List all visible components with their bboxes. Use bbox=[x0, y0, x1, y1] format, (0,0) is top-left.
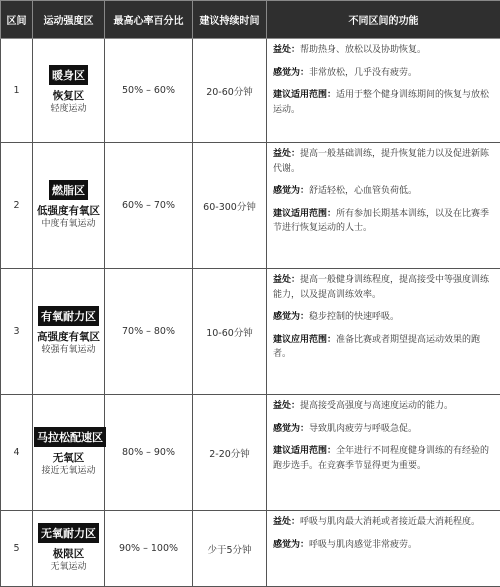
function-feeling: 感觉为：稳步控制的快速呼吸。 bbox=[273, 312, 400, 322]
zone-number: 4 bbox=[1, 395, 33, 511]
header-zone-number: 区间 bbox=[1, 1, 33, 39]
zone-subtitle: 接近无氧运动 bbox=[41, 466, 96, 476]
zone-cell bbox=[33, 143, 105, 269]
function-scope: 建议应用范围：准备比赛或者期望提高运动效果的跑者。 bbox=[273, 334, 481, 359]
duration: 10-60分钟 bbox=[193, 269, 267, 395]
table-row bbox=[1, 395, 500, 511]
zone-name: 高强度有氧区 bbox=[37, 331, 100, 343]
function-benefit: 益处：提高一般健身训练程度，提高接受中等强度训练能力，以及提高训练效率。 bbox=[273, 275, 490, 300]
table-header-row bbox=[1, 1, 500, 39]
function-feeling: 感觉为：呼吸与肌肉感觉非常疲劳。 bbox=[273, 539, 418, 550]
table-row bbox=[1, 143, 500, 269]
zone-tag: 燃脂区 bbox=[49, 180, 88, 200]
zone-name: 无氧区 bbox=[52, 452, 85, 464]
zone-number: 3 bbox=[1, 269, 33, 395]
functions-cell bbox=[267, 511, 500, 587]
zone-cell bbox=[33, 395, 105, 511]
function-feeling: 感觉为：舒适轻松，心血管负荷低。 bbox=[273, 186, 418, 196]
function-scope: 建议适用范围：所有参加长期基本训练，以及在比赛季节进行恢复运动的人士。 bbox=[273, 208, 490, 233]
max-hr-percent: 70% – 80% bbox=[105, 269, 193, 395]
table-row bbox=[1, 39, 500, 143]
max-hr-percent: 60% – 70% bbox=[105, 143, 193, 269]
header-duration: 建议持续时间 bbox=[193, 1, 267, 39]
functions-cell bbox=[267, 395, 500, 511]
table-row bbox=[1, 269, 500, 395]
header-max-hr-percent: 最高心率百分比 bbox=[105, 1, 193, 39]
function-scope: 建议适用范围：全年进行不同程度健身训练的有经验的跑步选手。在竞赛季节显得更为重要。 bbox=[273, 446, 490, 471]
max-hr-percent: 80% – 90% bbox=[105, 395, 193, 511]
zone-name: 低强度有氧区 bbox=[37, 205, 100, 217]
zone-number: 1 bbox=[1, 39, 33, 143]
duration: 60-300分钟 bbox=[193, 143, 267, 269]
function-scope: 建议适用范围：适用于整个健身训练期间的恢复与放松运动。 bbox=[273, 90, 490, 115]
duration: 20-60分钟 bbox=[193, 39, 267, 143]
zone-subtitle: 轻度运动 bbox=[50, 104, 87, 114]
zone-subtitle: 较强有氧运动 bbox=[41, 345, 96, 355]
duration: 少于5分钟 bbox=[193, 511, 267, 587]
functions-cell bbox=[267, 143, 500, 269]
zone-number: 5 bbox=[1, 511, 33, 587]
function-benefit: 益处：帮助热身、放松以及协助恢复。 bbox=[273, 45, 427, 55]
function-benefit: 益处：提高接受高强度与高速度运动的能力。 bbox=[273, 401, 454, 411]
zone-cell bbox=[33, 269, 105, 395]
max-hr-percent: 90% – 100% bbox=[105, 511, 193, 587]
zone-cell bbox=[33, 39, 105, 143]
zone-subtitle: 中度有氧运动 bbox=[41, 219, 96, 229]
table-row bbox=[1, 511, 500, 587]
max-hr-percent: 50% – 60% bbox=[105, 39, 193, 143]
zone-name: 极限区 bbox=[52, 548, 85, 560]
function-feeling: 感觉为：非常放松，几乎没有疲劳。 bbox=[273, 67, 418, 78]
zone-tag: 马拉松配速区 bbox=[34, 427, 106, 447]
zone-tag: 暖身区 bbox=[49, 65, 88, 85]
zone-subtitle: 无氧运动 bbox=[50, 562, 87, 572]
duration: 2-20分钟 bbox=[193, 395, 267, 511]
function-benefit: 益处：提高一般基础训练，提升恢复能力以及促进新陈代谢。 bbox=[273, 149, 490, 174]
functions-cell bbox=[267, 269, 500, 395]
header-intensity-zone: 运动强度区 bbox=[33, 1, 105, 39]
zone-tag: 无氧耐力区 bbox=[38, 523, 99, 543]
function-benefit: 益处：呼吸与肌肉最大消耗或者接近最大消耗程度。 bbox=[273, 517, 481, 527]
zone-cell bbox=[33, 511, 105, 587]
header-functions: 不同区间的功能 bbox=[267, 1, 500, 39]
function-feeling: 感觉为：导致肌肉疲劳与呼吸急促。 bbox=[273, 423, 418, 434]
zone-tag: 有氧耐力区 bbox=[38, 306, 99, 326]
zone-number: 2 bbox=[1, 143, 33, 269]
functions-cell bbox=[267, 39, 500, 143]
zone-name: 恢复区 bbox=[52, 90, 85, 102]
